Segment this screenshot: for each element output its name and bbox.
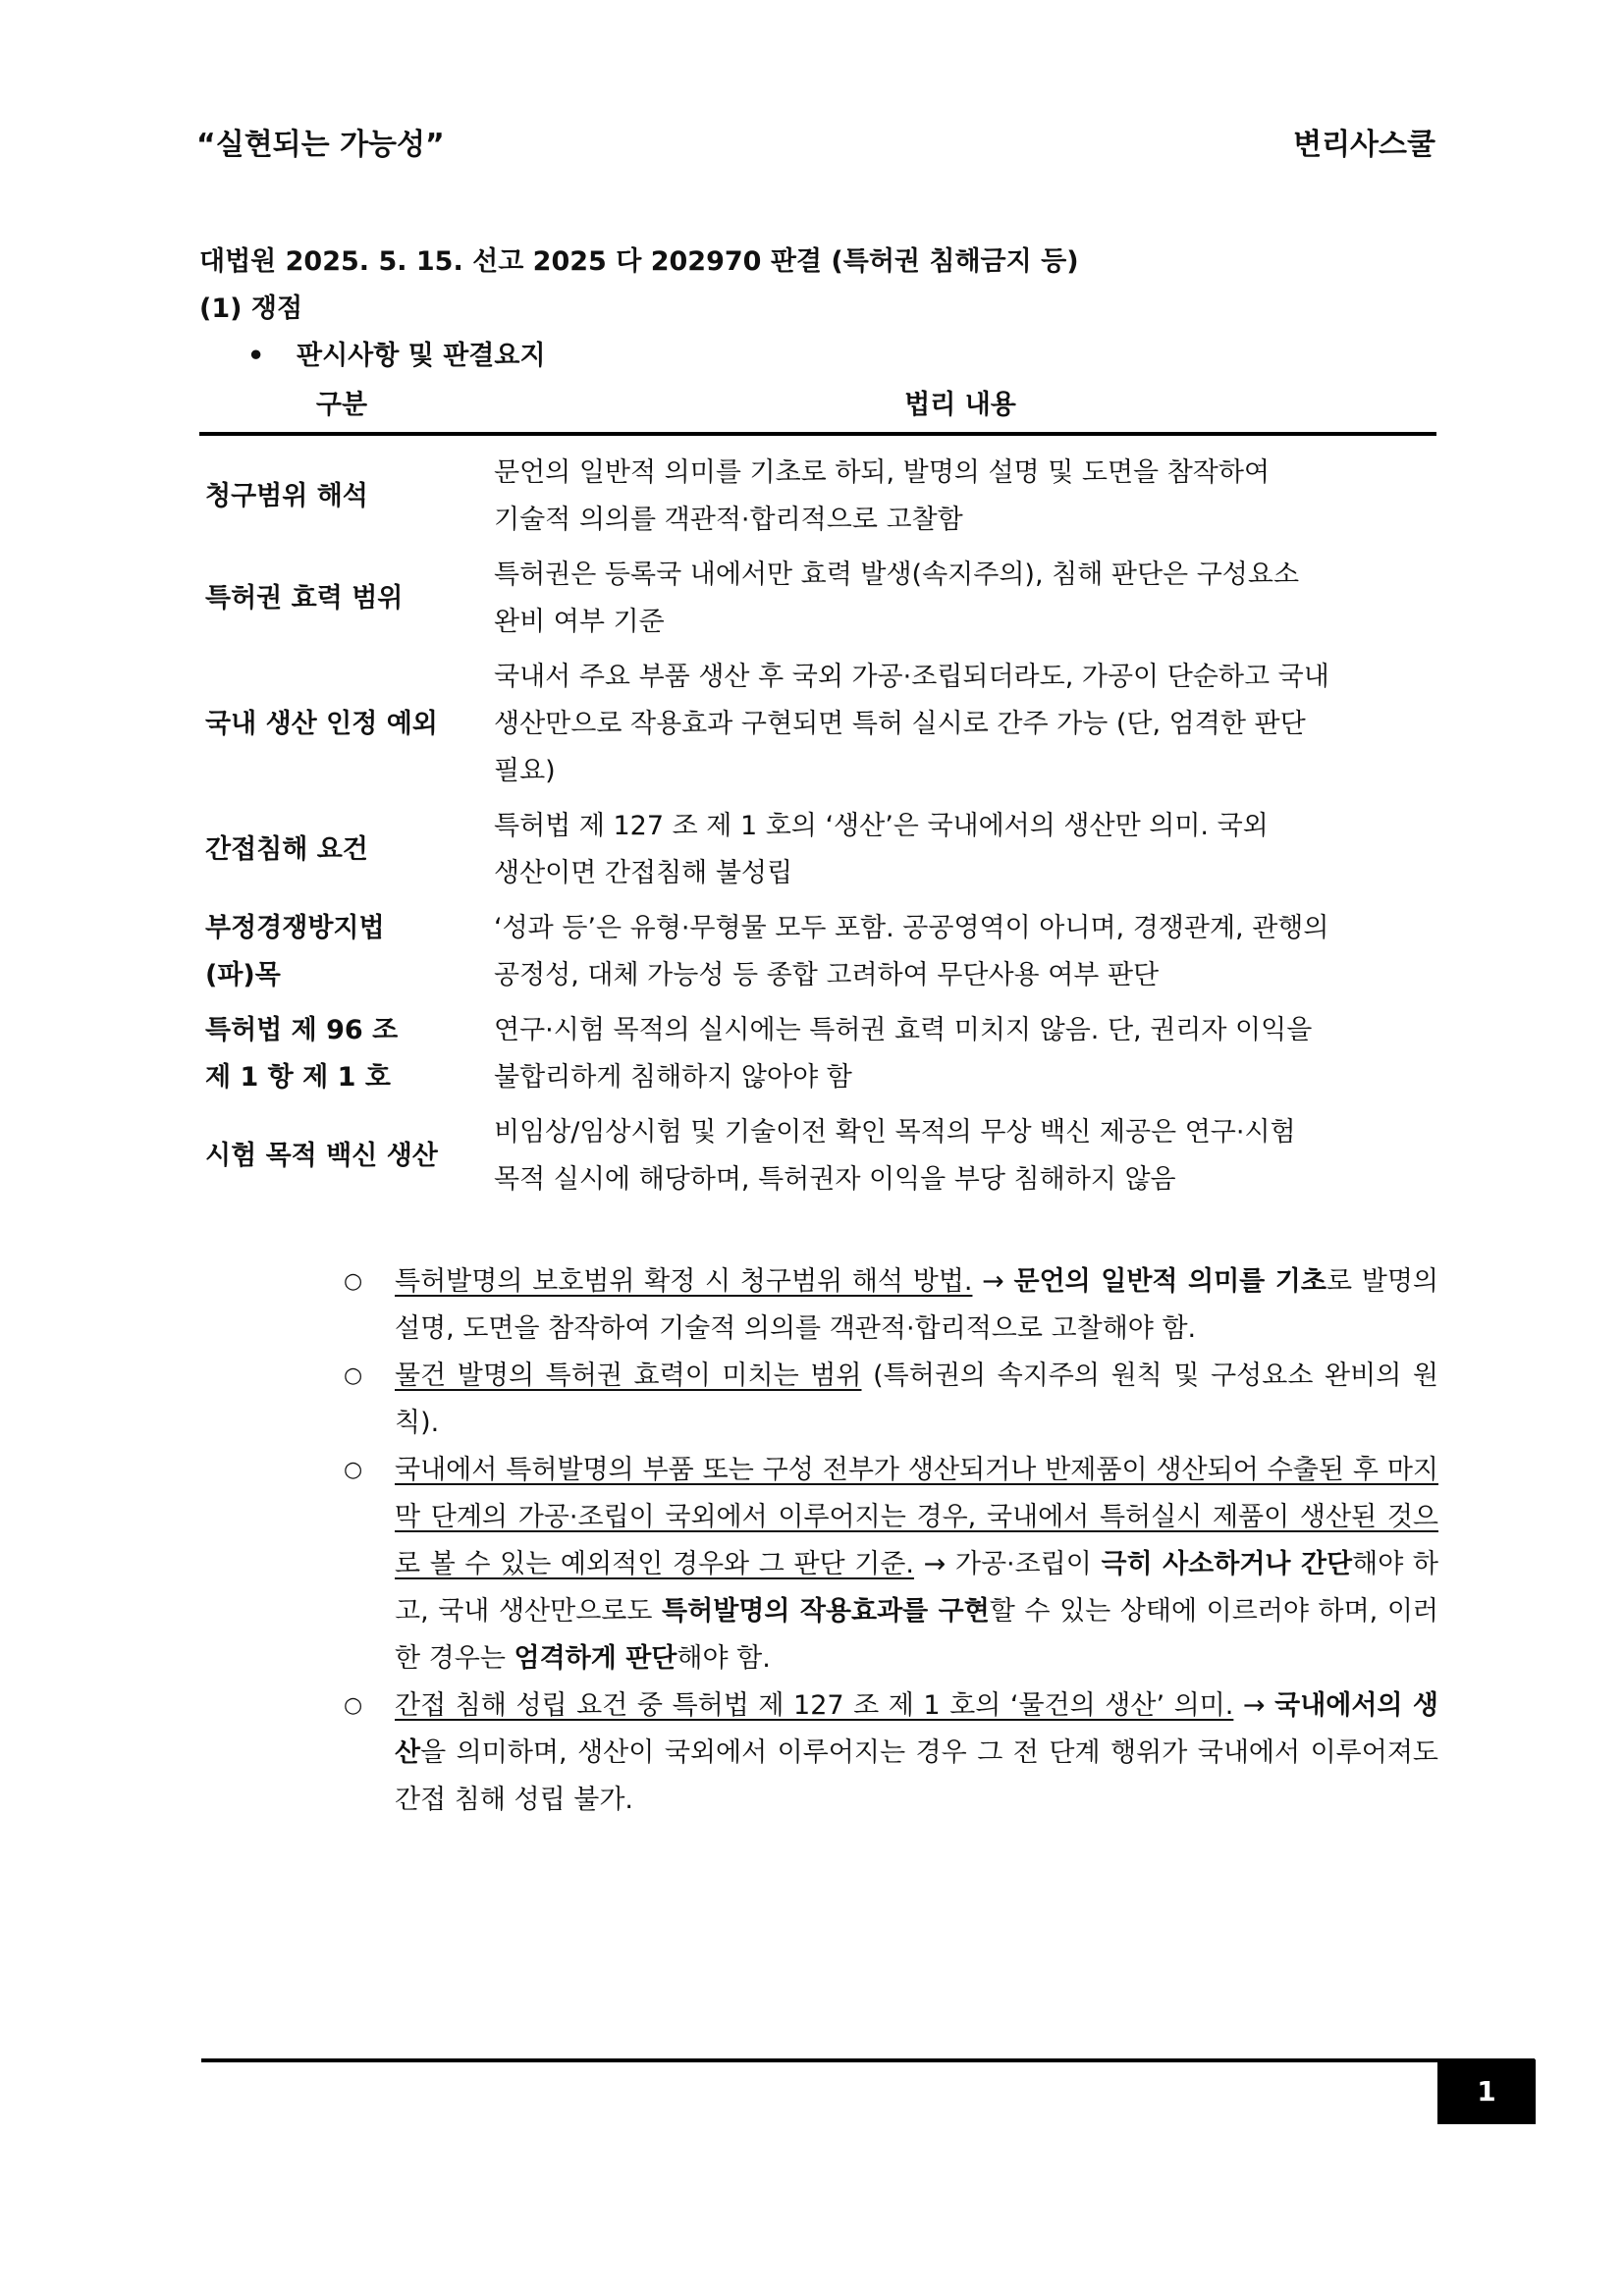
bullet-heading bbox=[247, 334, 546, 372]
row-label: 시험 목적 백신 생산 bbox=[205, 1141, 438, 1171]
list-item bbox=[344, 1682, 1438, 1824]
content-line: 목적 실시에 해당하며, 특허권자 이익을 부당 침해하지 않음 bbox=[494, 1164, 1176, 1195]
note-text: 특허발명의 보호범위 확정 시 청구범위 해석 방법. → 문언의 일반적 의미를 기초로 발명의 설명, 도면을 참작하여 기술적 의의를 객관적·합리적으로 고찰해야 함. bbox=[395, 1266, 1438, 1344]
row-content bbox=[490, 446, 1436, 548]
row-content bbox=[490, 799, 1436, 901]
row-label: 국내 생산 인정 예외 bbox=[205, 709, 438, 739]
bullet-text: 판시사항 및 판결요지 bbox=[297, 341, 546, 371]
table-row bbox=[199, 548, 1436, 650]
list-item bbox=[344, 1353, 1438, 1447]
header-content: 법리 내용 bbox=[904, 390, 1016, 420]
row-label: 특허권 효력 범위 bbox=[205, 583, 404, 614]
content-line: 필요) bbox=[494, 756, 556, 786]
ruling-table bbox=[199, 383, 1436, 1207]
table-row bbox=[199, 1105, 1436, 1207]
row-label bbox=[199, 1003, 490, 1105]
table-header bbox=[199, 383, 1436, 436]
content-line: 특허권은 등록국 내에서만 효력 발생(속지주의), 침해 판단은 구성요소 bbox=[494, 560, 1300, 590]
bullet-icon: • bbox=[247, 341, 265, 371]
row-content bbox=[490, 650, 1436, 799]
row-content bbox=[490, 1003, 1436, 1105]
content-line: 비임상/임상시험 및 기술이전 확인 목적의 무상 백신 제공은 연구·시험 bbox=[494, 1117, 1296, 1148]
section-heading: (1) 쟁점 bbox=[199, 294, 303, 324]
page-number: 1 bbox=[1437, 2059, 1536, 2124]
list-item bbox=[344, 1258, 1438, 1353]
circle-bullet-icon: ○ bbox=[344, 1363, 363, 1388]
row-content bbox=[490, 901, 1436, 1003]
row-content bbox=[490, 548, 1436, 650]
table-row bbox=[199, 446, 1436, 548]
content-line: 불합리하게 침해하지 않아야 함 bbox=[494, 1062, 852, 1093]
table-row bbox=[199, 901, 1436, 1003]
table-row bbox=[199, 650, 1436, 799]
content-line: 생산만으로 작용효과 구현되면 특허 실시로 간주 가능 (단, 엄격한 판단 bbox=[494, 709, 1306, 739]
content-line: 연구·시험 목적의 실시에는 특허권 효력 미치지 않음. 단, 권리자 이익을 bbox=[494, 1015, 1313, 1045]
header-category: 구분 bbox=[315, 390, 368, 420]
content-line: 특허법 제 127 조 제 1 호의 ‘생산’은 국내에서의 생산만 의미. 국외 bbox=[494, 811, 1269, 841]
label-line: 제 1 항 제 1 호 bbox=[205, 1062, 391, 1093]
footer-divider bbox=[201, 2058, 1535, 2062]
note-text: 간접 침해 성립 요건 중 특허법 제 127 조 제 1 호의 ‘물건의 생산’ 의미. → 국내에서의 생산을 의미하며, 생산이 국외에서 이루어지는 경우 그 전 단계 행위가 국내에서 이루어져도 간접 침해 성립 불가. bbox=[395, 1690, 1438, 1815]
row-label: 간접침해 요건 bbox=[205, 834, 368, 865]
row-content bbox=[490, 1105, 1436, 1207]
content-line: 기술적 의의를 객관적·합리적으로 고찰함 bbox=[494, 505, 963, 535]
header-brand: 변리사스쿨 bbox=[1293, 128, 1435, 162]
note-text: 물건 발명의 특허권 효력이 미치는 범위 (특허권의 속지주의 원칙 및 구성요소 완비의 원칙). bbox=[395, 1361, 1438, 1438]
circle-bullet-icon: ○ bbox=[344, 1269, 363, 1294]
table-row bbox=[199, 799, 1436, 901]
circle-bullet-icon: ○ bbox=[344, 1693, 363, 1718]
row-label bbox=[199, 901, 490, 1003]
case-title: 대법원 2025. 5. 15. 선고 2025 다 202970 판결 (특허권 침해금지 등) bbox=[199, 246, 1079, 277]
content-line: 완비 여부 기준 bbox=[494, 607, 665, 637]
label-line: (파)목 bbox=[205, 960, 281, 990]
circle-bullet-icon: ○ bbox=[344, 1458, 363, 1482]
notes-list bbox=[344, 1258, 1438, 1824]
content-line: 문언의 일반적 의미를 기초로 하되, 발명의 설명 및 도면을 참작하여 bbox=[494, 457, 1271, 488]
note-text: 국내에서 특허발명의 부품 또는 구성 전부가 생산되거나 반제품이 생산되어 수출된 후 마지막 단계의 가공·조립이 국외에서 이루어지는 경우, 국내에서 특허실시 제품이 생산된 것으로 볼 수 있는 예외적인 경우와 그 판단 기준. → 가공·조립이 극히 사소하거나 간단해야 하고, 국내 생산만으로도 특허발명의 작용효과를 구현할 수 있는 상태에 이르러야 하며, 이러한 경우는 엄격하게 판단해야 함. bbox=[395, 1455, 1438, 1674]
label-line: 특허법 제 96 조 bbox=[205, 1015, 399, 1045]
content-line: 생산이면 간접침해 불성립 bbox=[494, 858, 793, 888]
table-row bbox=[199, 1003, 1436, 1105]
list-item bbox=[344, 1447, 1438, 1682]
content-line: 공정성, 대체 가능성 등 종합 고려하여 무단사용 여부 판단 bbox=[494, 960, 1160, 990]
label-line: 부정경쟁방지법 bbox=[205, 913, 385, 943]
row-label: 청구범위 해석 bbox=[205, 481, 368, 511]
content-line: 국내서 주요 부품 생산 후 국외 가공·조립되더라도, 가공이 단순하고 국내 bbox=[494, 662, 1329, 692]
content-line: ‘성과 등’은 유형·무형물 모두 포함. 공공영역이 아니며, 경쟁관계, 관행의 bbox=[494, 913, 1329, 943]
header-slogan: “실현되는 가능성” bbox=[196, 128, 445, 162]
